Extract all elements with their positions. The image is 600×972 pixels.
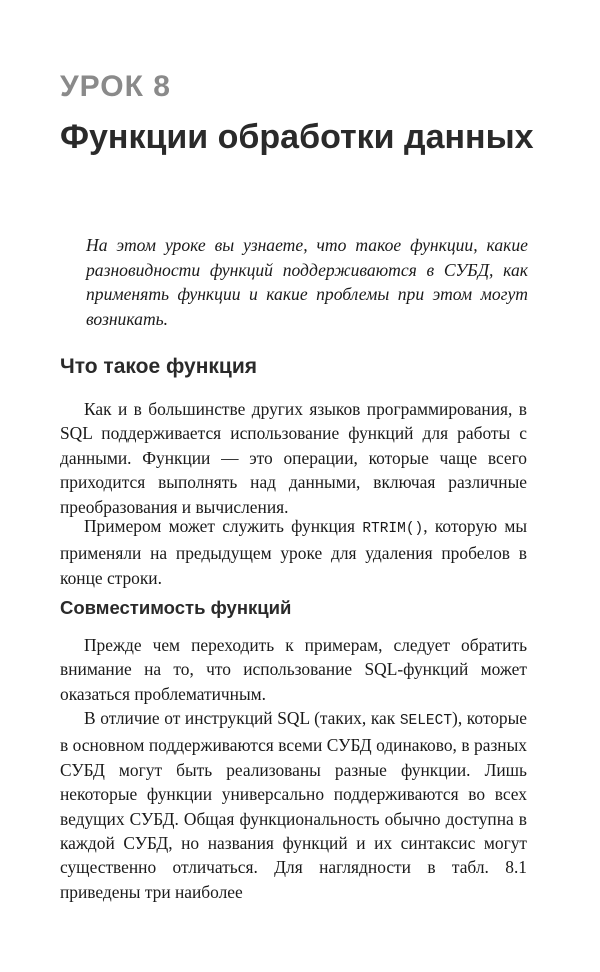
intro-paragraph: На этом уроке вы узнаете, что такое функции, какие разновидности функций поддерживаются в СУБД, как применять функции и какие проблемы при этом могут возникать. [86,235,528,329]
section-heading-compatibility: Совместимость функций [60,597,292,618]
code-rtrim: RTRIM() [362,521,424,537]
code-select: SELECT [399,713,453,729]
lesson-label: УРОК 8 [60,70,171,103]
section1-paragraph-1: Как и в большинстве других языков программирования, в SQL поддерживается использование функций для работы с данными. Функции — это операции, которые чаще всего приходится выполнять над данными, включая различные преобразования и вычисления. [60,399,527,517]
paragraph-text: Примером может служить функция [84,516,363,536]
section1-paragraph-2 [60,514,527,590]
paragraph-text: В отличие от инструкций SQL (таких, как [84,708,400,728]
paragraph-text: , которую мы применяли на предыдущем уроке для удаления пробелов в конце строки. [60,516,528,588]
section-heading-what-is-function: Что такое функция [60,355,258,378]
section2-paragraph-1: Прежде чем переходить к примерам, следует обратить внимание на то, что использование SQL-функций может оказаться проблематичным. [60,635,527,704]
paragraph-text: ), которые в основном поддерживаются всеми СУБД одинаково, в разных СУБД могут быть реализованы разные функции. Лишь некоторые функции универсально поддерживаются во всех ведущих СУБД. Общая функциональность обычно доступна в каждой СУБД, но названия функций и их синтаксис могут существенно отличаться. Для наглядности в табл. 8.1 приведены три наиболее [60,708,527,902]
chapter-title: Функции обработки данных [60,118,534,156]
section2-paragraph-2 [60,706,527,904]
